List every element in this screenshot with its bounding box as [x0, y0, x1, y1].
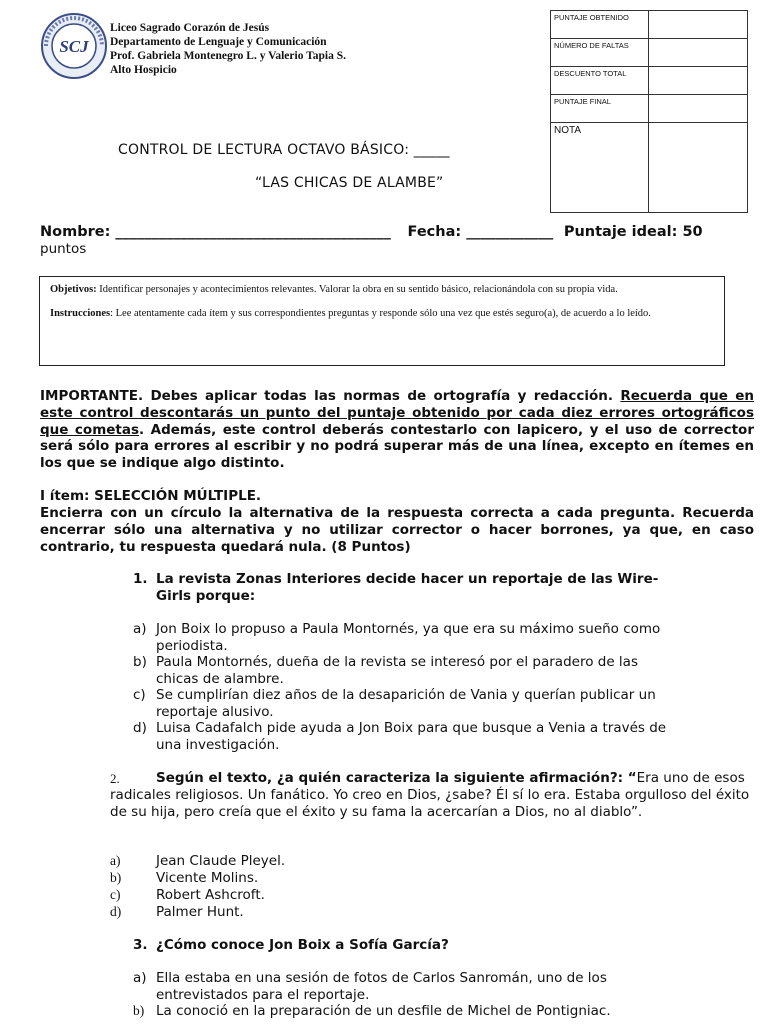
- score-cell-discount[interactable]: [649, 67, 748, 95]
- q1-option-a[interactable]: [133, 621, 733, 654]
- page-title: CONTROL DE LECTURA OCTAVO BÁSICO: _____: [118, 142, 450, 158]
- option-letter: b): [110, 870, 122, 885]
- option-letter: d): [133, 720, 147, 736]
- q2-option-b[interactable]: [110, 870, 510, 887]
- option-letter: a): [110, 853, 121, 868]
- score-cell-obtained[interactable]: [649, 11, 748, 39]
- option-text: Se cumplirían diez años de la desaparición de Vania y querían publicar un: [156, 687, 656, 703]
- objectives-paragraph: [50, 282, 714, 298]
- score-table: [550, 10, 748, 213]
- department: Departamento de Lenguaje y Comunicación: [110, 36, 327, 48]
- q1-option-d[interactable]: [133, 720, 733, 753]
- school-logo: [40, 12, 108, 80]
- question-2-quote: Era uno de esos radicales religiosos. Un fanático. Yo creo en Dios, ¿sabe? Él sí lo era. Estaba orgulloso del éxito de su hija, pero creía que el éxito y su fama la acercarían a Dios, no al diablo”.: [110, 770, 750, 820]
- important-lead: IMPORTANTE. Debes aplicar todas las normas de ortografía y redacción.: [40, 388, 621, 404]
- objectives-label: Objetivos:: [50, 284, 97, 295]
- school-name: Liceo Sagrado Corazón de Jesús: [110, 22, 270, 34]
- option-text: Jon Boix lo propuso a Paula Montornés, ya que era su máximo sueño como: [156, 621, 661, 637]
- logo-letters: SCJ: [59, 37, 89, 56]
- instructions-paragraph: [50, 306, 714, 322]
- date-field[interactable]: Fecha: ____________: [407, 224, 554, 240]
- teachers: Prof. Gabriela Montenegro L. y Valerio Tapia S.: [110, 50, 346, 62]
- city: Alto Hospicio: [110, 64, 177, 76]
- q3-option-a[interactable]: [133, 970, 733, 1003]
- option-text-cont: reportaje alusivo.: [156, 703, 274, 720]
- score-label-obtained: PUNTAJE OBTENIDO: [551, 11, 649, 39]
- option-text-cont: chicas de alambre.: [156, 670, 284, 687]
- ideal-score-unit: puntos: [40, 241, 87, 257]
- q2-option-d[interactable]: [110, 904, 510, 921]
- option-letter: b): [133, 654, 147, 670]
- option-letter: c): [110, 887, 121, 902]
- score-label-final: PUNTAJE FINAL: [551, 95, 649, 123]
- important-underlined: Recuerda que en este control descontarás un punto del puntaje obtenido por cada diez errores ortográficos que cometas: [40, 388, 754, 438]
- question-1-number: 1.: [133, 571, 148, 587]
- section-instructions: Encierra con un círculo la alternativa de la respuesta correcta a cada pregunta. Recuerda encerrar sólo una alternativa y no utilizar corrector o hacer borrones, ya que, en caso contrario, tu respuesta quedará nula. (8 Puntos): [40, 505, 754, 555]
- ideal-score: Puntaje ideal: 50: [563, 224, 703, 240]
- instructions-text: : Lee atentamente cada ítem y sus correspondientes preguntas y responde sólo una vez que estés seguro(a), de acuerdo a lo leído.: [110, 308, 651, 319]
- option-letter: a): [133, 621, 147, 637]
- question-3-text: ¿Cómo conoce Jon Boix a Sofía García?: [156, 937, 449, 953]
- option-text: Robert Ashcroft.: [156, 887, 265, 903]
- grade-cell[interactable]: [649, 123, 748, 213]
- question-2-number: 2.: [110, 771, 120, 786]
- option-letter: c): [133, 687, 146, 703]
- important-rest: . Además, este control deberás contestarlo con lapicero, y el uso de corrector será sólo para errores al escribir y no podrá superar más de una línea, excepto en ítemes en los que se indique algo distinto.: [40, 421, 754, 472]
- option-text: Palmer Hunt.: [156, 904, 244, 920]
- option-text: La conoció en la preparación de un desfile de Michel de Pontigniac.: [156, 1003, 611, 1019]
- q1-option-c[interactable]: [133, 687, 733, 720]
- score-cell-faults[interactable]: [649, 39, 748, 67]
- q2-option-c[interactable]: [110, 887, 510, 904]
- q3-option-b[interactable]: [133, 1003, 733, 1020]
- question-2: [110, 770, 754, 821]
- section-heading: I ítem: SELECCIÓN MÚLTIPLE.: [40, 488, 262, 504]
- score-label-faults: NÚMERO DE FALTAS: [551, 39, 649, 67]
- option-text: Ella estaba en una sesión de fotos de Carlos Sanromán, uno de los: [156, 970, 607, 986]
- question-2-prompt: Según el texto, ¿a quién caracteriza la siguiente afirmación?:: [156, 770, 628, 786]
- question-2-quote-open: “: [627, 770, 637, 786]
- option-text: Luisa Cadafalch pide ayuda a Jon Boix para que busque a Venia a través de: [156, 720, 667, 736]
- option-text-cont: una investigación.: [156, 736, 280, 753]
- score-cell-final[interactable]: [649, 95, 748, 123]
- option-text: Paula Montornés, dueña de la revista se interesó por el paradero de las: [156, 654, 638, 670]
- score-label-discount: DESCUENTO TOTAL: [551, 67, 649, 95]
- question-3-number: 3.: [133, 937, 148, 953]
- important-notice: [40, 388, 754, 472]
- objectives-text: Identificar personajes y acontecimientos relevantes. Valorar la obra en su sentido básico, relacionándola con su propia vida.: [96, 284, 618, 295]
- objectives-box: [39, 276, 725, 366]
- book-title: “LAS CHICAS DE ALAMBE”: [255, 175, 444, 191]
- option-letter: b): [133, 1003, 145, 1018]
- instructions-label: Instrucciones: [50, 308, 111, 319]
- option-letter: a): [133, 970, 147, 986]
- option-text: Vicente Molins.: [156, 870, 259, 886]
- student-info-line: [40, 224, 768, 240]
- q2-option-a[interactable]: [110, 853, 510, 870]
- option-text: Jean Claude Pleyel.: [156, 853, 286, 869]
- question-1-line1: La revista Zonas Interiores decide hacer un reportaje de las Wire-: [156, 571, 659, 587]
- name-field[interactable]: Nombre: ______________________________________: [40, 224, 391, 240]
- grade-label: NOTA: [551, 123, 649, 213]
- option-text-cont: periodista.: [156, 637, 228, 654]
- option-letter: d): [110, 904, 122, 919]
- q1-option-b[interactable]: [133, 654, 733, 687]
- option-text-cont: entrevistados para el reportaje.: [156, 986, 370, 1003]
- question-1-line2: Girls porque:: [156, 588, 256, 604]
